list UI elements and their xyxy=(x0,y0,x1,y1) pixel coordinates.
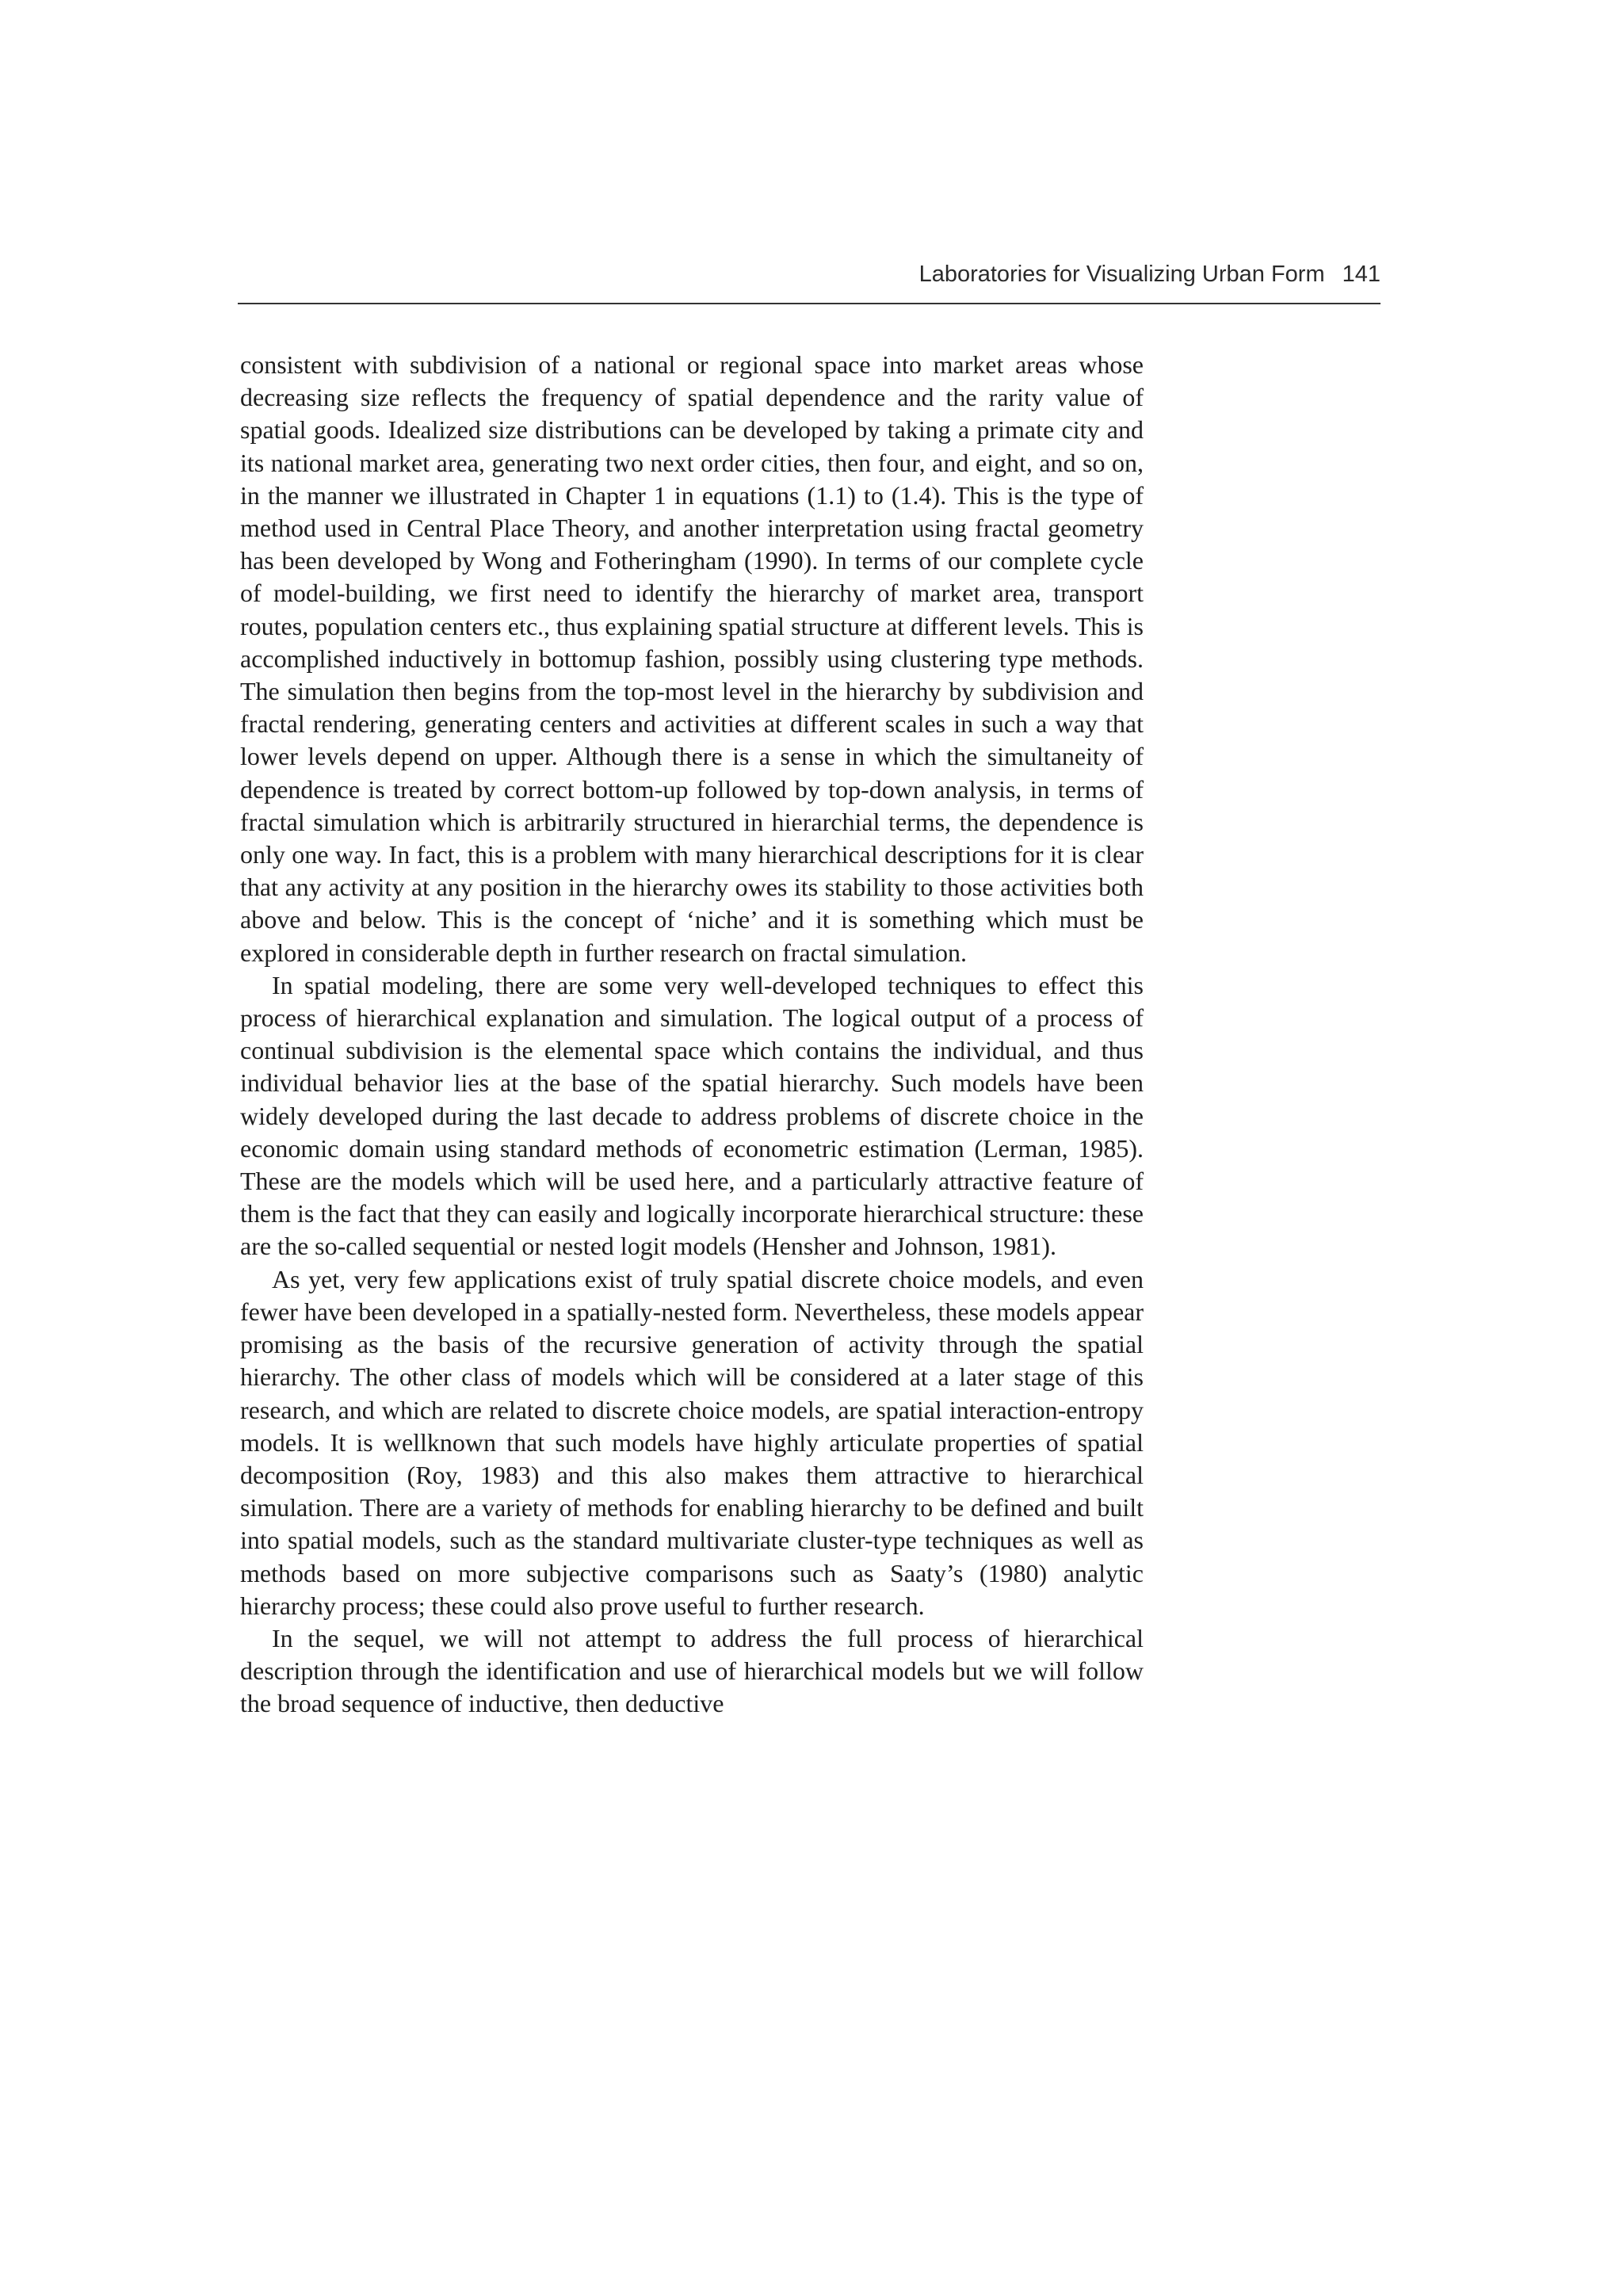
paragraph-1: consistent with subdivision of a national or regional space into market areas whose decreasing size reflects the frequency of spatial dependence and the rarity value of spatial goods. Idealized size distributions can be developed by taking a primate city and its national market area, generating two next order cities, then four, and eight, and so on, in the manner we illustrated in Chapter 1 in equations (1.1) to (1.4). This is the type of method used in Central Place Theory, and another interpretation using fractal geometry has been developed by Wong and Fotheringham (1990). In terms of our complete cycle of model-building, we first need to identify the hierarchy of market area, transport routes, population centers etc., thus explaining spatial structure at different levels. This is accomplished inductively in bottomup fashion, possibly using clustering type methods. The simulation then begins from the top-most level in the hierarchy by subdivision and fractal rendering, generating centers and activities at different scales in such a way that lower levels depend on upper. Although there is a sense in which the simultaneity of dependence is treated by correct bottom-up followed by top-down analysis, in terms of fractal simulation which is arbitrarily structured in hierarchial terms, the dependence is only one way. In fact, this is a problem with many hierarchical descriptions for it is clear that any activity at any position in the hierarchy owes its stability to those activities both above and below. This is the concept of ‘niche’ and it is something which must be explored in considerable depth in further research on fractal simulation. xyxy=(240,350,1144,967)
paragraph-3: As yet, very few applications exist of truly spatial discrete choice models, and even fewer have been developed in a spatially-nested form. Nevertheless, these models appear promising as the basis of the recursive generation of activity through the spatial hierarchy. The other class of models which will be considered at a later stage of this research, and which are related to discrete choice models, are spatial interaction-entropy models. It is wellknown that such models have highly articulate properties of spatial decomposition (Roy, 1983) and this also makes them attractive to hierarchical simulation. There are a variety of methods for enabling hierarchy to be defined and built into spatial models, such as the standard multivariate cluster-type techniques as well as methods based on more subjective comparisons such as Saaty’s (1980) analytic hierarchy process; these could also prove useful to further research. xyxy=(240,1264,1144,1620)
paragraph-2: In spatial modeling, there are some very well-developed techniques to effect this process of hierarchical explanation and simulation. The logical output of a process of continual subdivision is the elemental space which contains the individual, and thus individual behavior lies at the base of the spatial hierarchy. Such models have been widely developed during the last decade to address problems of discrete choice in the economic domain using standard methods of econometric estimation (Lerman, 1985). These are the models which will be used here, and a particularly attractive feature of them is the fact that they can easily and logically incorporate hierarchical structure: these are the so-called sequential or nested logit models (Hensher and Johnson, 1981). xyxy=(240,970,1144,1261)
header-rule xyxy=(238,303,1381,304)
body-text xyxy=(240,349,1144,1721)
paragraph-4: In the sequel, we will not attempt to address the full process of hierarchical description through the identification and use of hierarchical models but we will follow the broad sequence of inductive, then deductive xyxy=(240,1623,1144,1718)
running-head xyxy=(238,262,1381,293)
running-head-title: Laboratories for Visualizing Urban Form xyxy=(918,262,1325,287)
page-number: 141 xyxy=(1342,262,1381,287)
